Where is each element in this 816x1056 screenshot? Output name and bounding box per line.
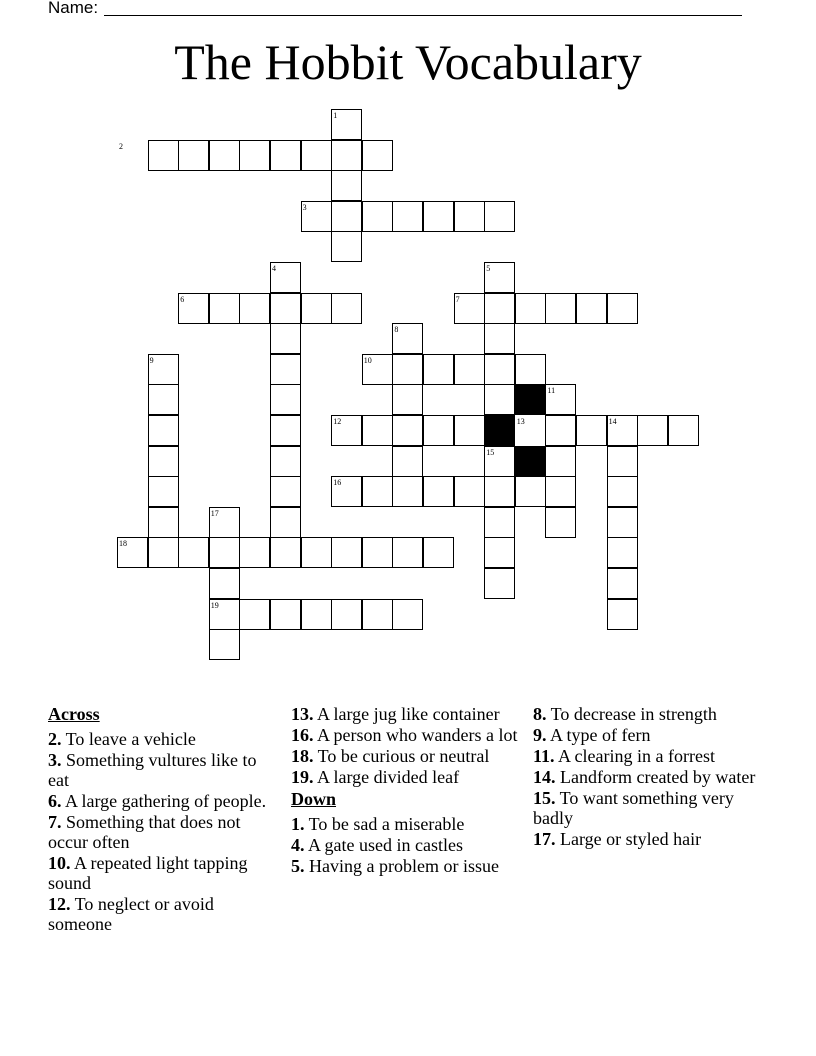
clue-number: 17.: [533, 829, 556, 849]
crossword-cell[interactable]: [484, 537, 515, 568]
clue-number: 15.: [533, 788, 556, 808]
clue-number: 19.: [291, 767, 314, 787]
clue-number-label: 10: [363, 355, 372, 365]
across-clue: [48, 791, 280, 811]
crossword-cell[interactable]: [148, 476, 179, 507]
crossword-cell[interactable]: [607, 446, 638, 477]
clue-text: A gate used in castles: [304, 835, 463, 855]
name-field[interactable]: [104, 15, 742, 16]
crossword-black-cell: [515, 384, 546, 415]
crossword-cell[interactable]: [331, 201, 362, 232]
crossword-cell[interactable]: [209, 293, 240, 324]
clue-number-label: 12: [333, 417, 342, 426]
clue-number-label: 11: [547, 386, 556, 396]
crossword-cell[interactable]: [331, 599, 362, 630]
clue-number: 8.: [533, 704, 547, 724]
crossword-cell[interactable]: [454, 415, 485, 446]
crossword-cell[interactable]: [362, 537, 393, 568]
crossword-cell[interactable]: [423, 354, 454, 385]
clue-number: 2.: [48, 729, 62, 749]
crossword-cell[interactable]: [545, 415, 576, 446]
clue-text: Landform created by water: [555, 767, 756, 787]
crossword-cell[interactable]: [576, 415, 607, 446]
clue-number: 13.: [291, 704, 314, 724]
crossword-cell[interactable]: [392, 476, 423, 507]
clue-number: 6.: [48, 791, 62, 811]
crossword-cell[interactable]: [301, 293, 332, 324]
crossword-cell[interactable]: [607, 507, 638, 538]
crossword-cell[interactable]: [607, 568, 638, 599]
crossword-cell[interactable]: [239, 293, 270, 324]
across-heading: Across: [48, 704, 100, 724]
crossword-cell[interactable]: [423, 537, 454, 568]
clue-number-label: 6: [180, 294, 185, 304]
crossword-cell[interactable]: [270, 384, 301, 415]
crossword-cell[interactable]: [423, 201, 454, 232]
crossword-cell[interactable]: [423, 415, 454, 446]
crossword-cell[interactable]: [607, 476, 638, 507]
clue-number-label: 18: [119, 539, 127, 549]
crossword-cell[interactable]: [178, 140, 209, 171]
crossword-cell[interactable]: [484, 293, 515, 324]
clue-number-label: 16: [333, 478, 342, 488]
clue-number: 1.: [291, 814, 305, 834]
crossword-cell[interactable]: [607, 599, 638, 630]
crossword-cell[interactable]: [607, 293, 638, 324]
crossword-cell[interactable]: [392, 384, 423, 415]
clue-column-1: [48, 704, 280, 935]
crossword-cell[interactable]: [454, 201, 485, 232]
clue-number-label: 2: [119, 141, 123, 151]
crossword-cell[interactable]: [392, 537, 423, 568]
clue-column-3: [533, 704, 763, 850]
clue-number-label: 4: [272, 264, 276, 273]
down-clue: [533, 829, 763, 849]
crossword-cell[interactable]: [270, 323, 301, 354]
crossword-cell[interactable]: [301, 140, 332, 171]
crossword-cell[interactable]: [392, 201, 423, 232]
clue-text: To neglect or avoid someone: [48, 894, 214, 934]
clue-text: To leave a vehicle: [61, 729, 196, 749]
crossword-cell[interactable]: [454, 354, 485, 385]
crossword-cell[interactable]: [454, 476, 485, 507]
crossword-cell[interactable]: [576, 293, 607, 324]
crossword-cell[interactable]: [239, 599, 270, 630]
crossword-cell[interactable]: [484, 201, 515, 232]
crossword-cell[interactable]: [270, 293, 301, 324]
crossword-cell[interactable]: [270, 599, 301, 630]
clue-text: To be sad a miserable: [304, 814, 465, 834]
crossword-cell[interactable]: [668, 415, 699, 446]
crossword-cell[interactable]: [270, 537, 301, 568]
crossword-cell[interactable]: [209, 140, 240, 171]
crossword-cell[interactable]: [148, 507, 179, 538]
across-clue: [291, 725, 523, 745]
across-clue: [48, 894, 280, 934]
crossword-cell[interactable]: [484, 354, 515, 385]
clue-text: Large or styled hair: [555, 829, 702, 849]
crossword-cell[interactable]: [331, 293, 362, 324]
clue-number-label: 7: [455, 294, 460, 304]
across-clue: [291, 704, 523, 724]
crossword-cell[interactable]: [270, 354, 301, 385]
clue-number-label: 13: [516, 417, 525, 426]
crossword-cell[interactable]: [362, 476, 393, 507]
crossword-cell[interactable]: [637, 415, 668, 446]
clue-number: 16.: [291, 725, 314, 745]
crossword-black-cell: [515, 446, 546, 477]
across-clue: [48, 853, 280, 893]
crossword-cell[interactable]: [301, 537, 332, 568]
crossword-cell[interactable]: [484, 507, 515, 538]
clue-number-label: 19: [210, 600, 219, 610]
crossword-cell[interactable]: [607, 537, 638, 568]
across-clue: [48, 729, 280, 749]
crossword-cell[interactable]: [148, 384, 179, 415]
clue-number: 12.: [48, 894, 71, 914]
clue-text: Something that does not occur often: [48, 812, 241, 852]
clue-text: To decrease in strength: [546, 704, 717, 724]
crossword-cell[interactable]: [148, 446, 179, 477]
across-clue: [291, 767, 523, 787]
clue-column-2: [291, 704, 523, 877]
clue-text: A type of fern: [546, 725, 651, 745]
down-clue: [291, 814, 523, 834]
crossword-cell[interactable]: [515, 354, 546, 385]
crossword-cell[interactable]: [392, 354, 423, 385]
down-heading: Down: [291, 789, 337, 809]
across-clue: [291, 746, 523, 766]
crossword-cell[interactable]: [545, 293, 576, 324]
clue-number-label: 14: [608, 417, 617, 426]
clue-text: Having a problem or issue: [304, 856, 499, 876]
name-label: Name:: [48, 0, 99, 17]
crossword-cell[interactable]: [515, 293, 546, 324]
crossword-cell[interactable]: [423, 476, 454, 507]
crossword-cell[interactable]: [270, 415, 301, 446]
clue-text: A large divided leaf: [313, 767, 460, 787]
crossword-cell[interactable]: [545, 446, 576, 477]
crossword-black-cell: [484, 415, 515, 446]
down-clue: [533, 725, 763, 745]
crossword-cell[interactable]: [270, 140, 301, 171]
crossword-cell[interactable]: [270, 446, 301, 477]
crossword-cell[interactable]: [392, 415, 423, 446]
crossword-cell[interactable]: [331, 140, 362, 171]
crossword-cell[interactable]: [331, 231, 362, 262]
clue-number-label: 15: [486, 447, 495, 457]
crossword-cell[interactable]: [178, 537, 209, 568]
crossword-cell[interactable]: [239, 537, 270, 568]
crossword-cell[interactable]: [392, 599, 423, 630]
clue-number-label: 3: [302, 202, 307, 212]
crossword-cell[interactable]: [545, 507, 576, 538]
crossword-cell[interactable]: [484, 568, 515, 599]
clue-number: 4.: [291, 835, 305, 855]
down-clue: [291, 856, 523, 876]
crossword-cell[interactable]: [362, 415, 393, 446]
down-clue: [533, 746, 763, 766]
clue-number: 9.: [533, 725, 547, 745]
crossword-cell[interactable]: [362, 140, 393, 171]
clue-number: 18.: [291, 746, 314, 766]
crossword-cell[interactable]: [209, 537, 240, 568]
clue-text: A large gathering of people.: [61, 791, 267, 811]
crossword-cell[interactable]: [209, 568, 240, 599]
clue-number-label: 9: [149, 355, 154, 365]
clue-number: 7.: [48, 812, 62, 832]
crossword-cell[interactable]: [545, 476, 576, 507]
crossword-cell[interactable]: [362, 599, 393, 630]
clue-text: A repeated light tapping sound: [48, 853, 248, 893]
clue-text: A clearing in a forrest: [554, 746, 715, 766]
crossword-cell[interactable]: [331, 537, 362, 568]
crossword-cell[interactable]: [484, 384, 515, 415]
down-clue: [533, 704, 763, 724]
clue-text: A large jug like container: [313, 704, 500, 724]
clue-number: 14.: [533, 767, 556, 787]
crossword-cell[interactable]: [209, 629, 240, 660]
crossword-cell[interactable]: [270, 507, 301, 538]
crossword-cell[interactable]: [484, 323, 515, 354]
clue-number: 11.: [533, 746, 555, 766]
clue-number-label: 8: [394, 325, 399, 335]
clue-number: 10.: [48, 853, 71, 873]
down-clue: [291, 835, 523, 855]
clue-text: To be curious or neutral: [313, 746, 490, 766]
clue-text: Something vultures like to eat: [48, 750, 257, 790]
crossword-cell[interactable]: [484, 476, 515, 507]
across-clue: [48, 750, 280, 790]
crossword-cell[interactable]: [392, 446, 423, 477]
crossword-cell[interactable]: [239, 140, 270, 171]
clue-text: To want something very badly: [533, 788, 734, 828]
crossword-cell[interactable]: [301, 599, 332, 630]
clue-number-label: 1: [333, 111, 338, 120]
page-title: The Hobbit Vocabulary: [174, 34, 642, 90]
clue-number-label: 17: [210, 508, 219, 518]
crossword-cell[interactable]: [515, 476, 546, 507]
crossword-cell[interactable]: [148, 537, 179, 568]
down-clue: [533, 788, 763, 828]
clue-text: A person who wanders a lot: [313, 725, 518, 745]
clue-number-label: 5: [486, 264, 491, 273]
crossword-cell[interactable]: [270, 476, 301, 507]
crossword-cell[interactable]: [362, 201, 393, 232]
crossword-cell[interactable]: [331, 170, 362, 201]
clue-number: 3.: [48, 750, 62, 770]
crossword-cell[interactable]: [148, 140, 179, 171]
down-clue: [533, 767, 763, 787]
clue-number: 5.: [291, 856, 305, 876]
crossword-cell[interactable]: [148, 415, 179, 446]
across-clue: [48, 812, 280, 852]
